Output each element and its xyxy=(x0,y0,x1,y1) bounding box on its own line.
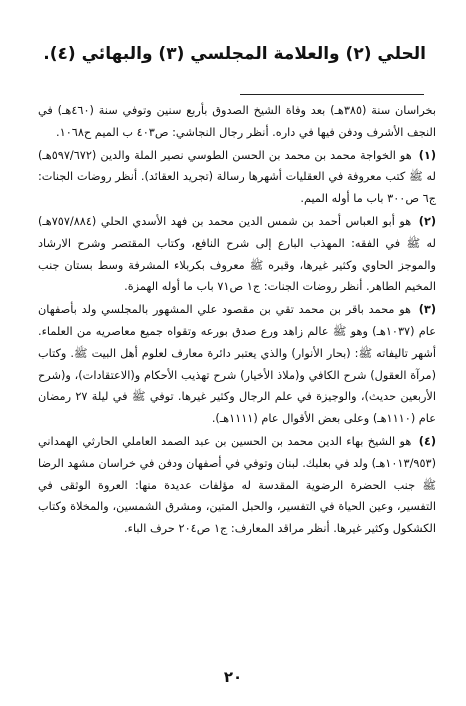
footnote-number: (١) xyxy=(418,148,436,162)
footnote-text: هو الشيخ بهاء الدين محمد بن الحسين بن عبد الصمد العاملي الحارثي الهمداني (١٠١٣/٩٥٣هـ) ولد في بعلبك. لبنان وتوفي في أصفهان ودفن في خراسان مشهد الرضا ﷺ جنب الحضرة الرضوية المقدسة له مؤلفات عديدة منها: العروة الوثقى في التفسير، وعين الحياة في التفسير، والحبل المتين، ومشرق الشمسين، والمخلاة وكتاب الكشكول وكثير غيرها. أنظر مراقد المعارف: ج١ ص٢٠٤ حرف الباء. xyxy=(38,434,436,536)
footnote-1 xyxy=(38,145,436,210)
main-text-line: الحلي (٢) والعلامة المجلسي (٣) والبهائي (٤). xyxy=(43,44,426,64)
footnote-text: هو الخواجة محمد بن محمد بن الحسن الطوسي نصير الملة والدين (٥٩٧/٦٧٢هـ) له ﷺ كتب معروفة في العقليات أشهرها رسالة (تجريد العقائد). أنظر روضات الجنات: ج٦ ص٣٠٠ باب ما أوله الميم. xyxy=(38,148,436,206)
footnote-number: (٤) xyxy=(418,434,437,448)
footnotes-block xyxy=(38,100,436,541)
footnote-2 xyxy=(38,211,436,298)
footnote-text: هو أبو العباس أحمد بن شمس الدين محمد بن فهد الأسدي الحلي (٧٥٧/٨٨٤هـ) له ﷺ في الفقه: المهذب البارع إلى شرح النافع، وكتاب المقتصر وشرح الارشاد والموجز الحاوي وكثير غيرها، وقبره ﷺ معروف بكربلاء المشرفة وسط بستان جنب المخيم الطاهر. أنظر روضات الجنات: ج١ ص٧١ باب ما أوله الهمزة. xyxy=(38,214,436,294)
page-number: ٢٠ xyxy=(223,668,243,686)
footnote-continuation: بخراسان سنة (٣٨٥هـ) بعد وفاة الشيخ الصدوق بأربع سنين وتوفي سنة (٤٦٠هـ) في النجف الأشرف ودفن فيها في داره. أنظر رجال النجاشي: ص٤٠٣ ب الميم ح١٠٦٨. xyxy=(38,104,436,139)
footnote-number: (٣) xyxy=(418,303,436,317)
footnote-3 xyxy=(38,299,436,430)
footnote-number: (٢) xyxy=(418,214,437,228)
footnote-4 xyxy=(38,431,436,540)
footnote-separator xyxy=(240,94,424,95)
footnote-text: هو محمد باقر بن محمد تقي بن مقصود علي المشهور بالمجلسي ولد بأصفهان عام (١٠٣٧هـ) وهو ﷺ عالم زاهد ورع صدق بورعه وتقواه جميع معاصريه من العلماء. أشهر تاليفاته ﷺ: (بحار الأنوار) والذي يعتبر دائرة معارف لعلوم أهل البيت ﷺ. وكتاب (مرآة العقول) شرح الكافي و(ملاذ الأخيار) شرح تهذيب الأحكام و(الاعتقادات)، و(شرح الأربعين حديث)، والوجيزة في علم الرجال وكثير غيرها. توفي ﷺ في ليلة ٢٧ رمضان عام (١١١٠هـ) وعلى بعض الأقوال عام (١١١١هـ). xyxy=(38,303,436,426)
